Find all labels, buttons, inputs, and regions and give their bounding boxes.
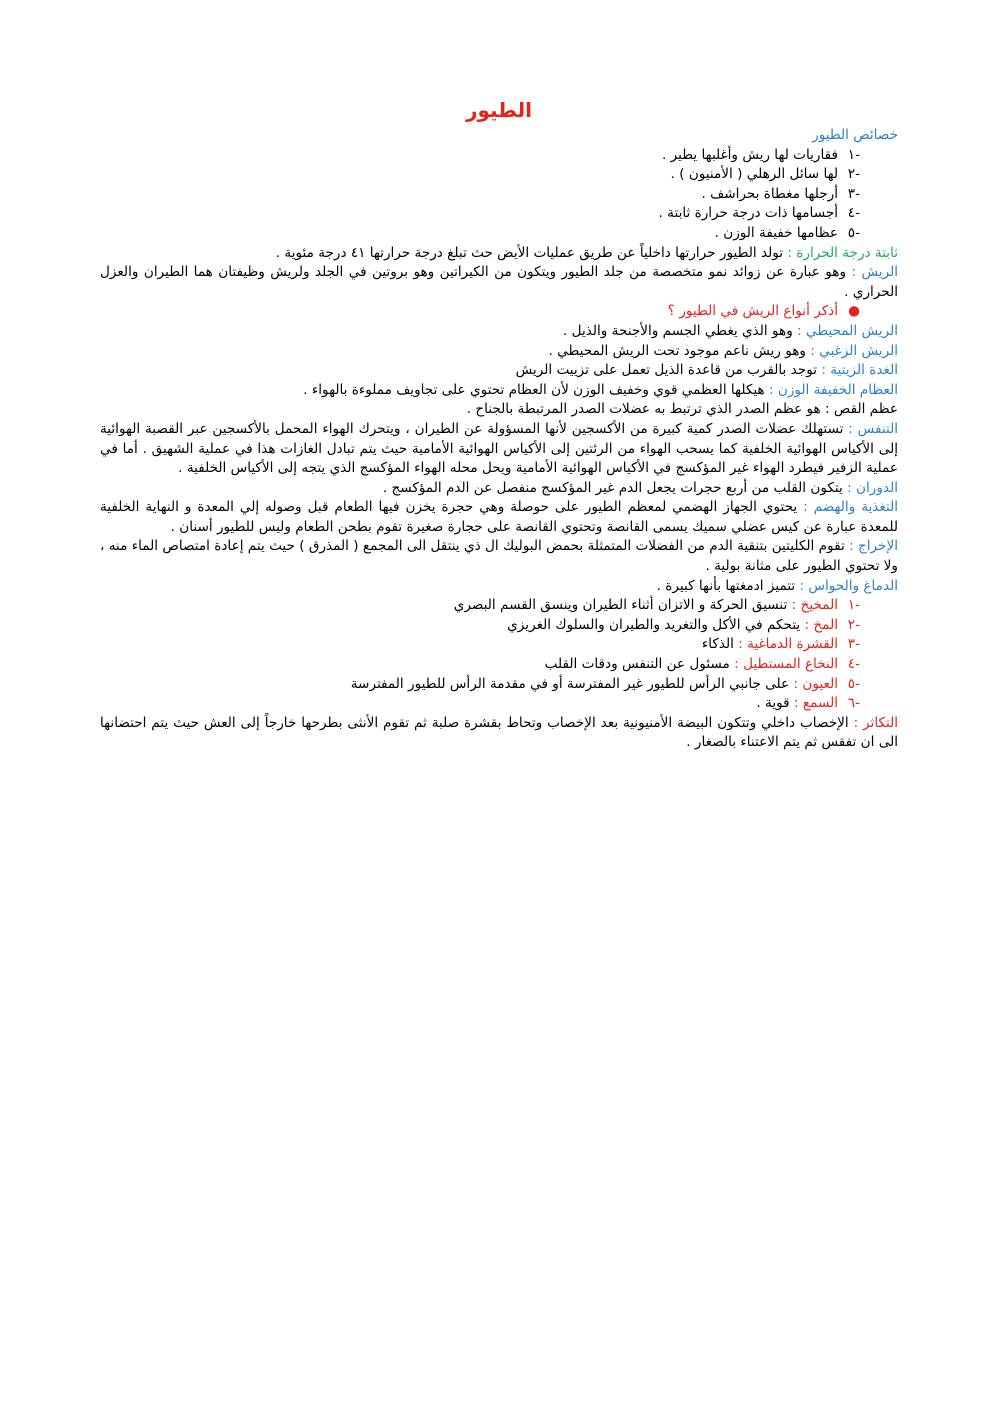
breathing-paragraph: التنفس : تستهلك عضلات الصدر كمية كبيرة من الأكسجين لأنها المسؤولة عن الطيران ، ويتحرك الهواء المحمل بالأكسجين عبر القصبة الهوائية إلى الأكياس الهوائية الخلفية كما يسحب الهواء من الرئتين إلى الأكياس الهوائية الأمامية حيث يتم تبادل الغازات هذا في عملية الشهيق . أما في عملية الزفير فيطرد الهواء غير المؤكسج في الأكياس الهوائية الأمامية ويحل محله الهواء المؤكسج الذي يتجه إلى الأكياس الخلفية . <box>100 420 899 477</box>
feathers-paragraph: الريش : وهو عبارة عن زوائد نمو متخصصة من جلد الطيور ويتكون من الكيراتين وهو بروتين في الجلد ولريش وظيفتان هما الطيران والعزل الحراري . <box>100 264 898 300</box>
list-item: -٣ القشرة الدماغية : الذكاء <box>701 636 860 653</box>
excretion-paragraph: الإخراج : تقوم الكليتين بتنقية الدم من الفضلات المتمثلة بحمض البوليك ال ذي ينتقل الى المجمع ( المذرق ) حيث يتم إعادة امتصاص الماء منه ، ولا تحتوي الطيور على مثانة بولية . <box>100 538 898 575</box>
temperature-paragraph: ثابتة درجة الحرارة : تولد الطيور حرارتها داخلياً عن طريق عمليات الأيض حث تبلغ درجة حرارتها ٤١ درجة مئوية . <box>275 244 898 261</box>
document-page <box>100 96 898 753</box>
contour-paragraph: الريش المحيطي : وهو الذي يغطي الجسم والأجنحة والذيل . <box>563 322 898 339</box>
characteristics-heading: خصائص الطيور <box>812 127 898 143</box>
characteristics-list <box>100 146 898 244</box>
list-item: -٢ المخ : يتحكم في الأكل والتغريد والطيران والسلوك الغريزي <box>507 616 860 633</box>
list-item: -٥ العيون : على جانبي الرأس للطيور غير المفترسة أو في مقدمة الرأس للطيور المفترسة <box>350 675 860 692</box>
bullet-dot-icon: ● <box>848 303 860 320</box>
list-item: -٢ لها سائل الرهلي ( الأمنيون ) . <box>670 166 860 183</box>
list-item: -٦ السمع : قوية . <box>756 695 860 712</box>
list-item: -٥ عظامها خفيفة الوزن . <box>714 224 860 241</box>
list-item: -٣ أرجلها مغطاة بحراشف . <box>701 185 860 202</box>
list-item: -١ فقاريات لها ريش وأغلبها يطير . <box>662 146 860 163</box>
keel-paragraph: عظم القص : هو عظم الصدر الذي ترتبط به عضلات الصدر المرتبطة بالجناح . <box>466 401 898 418</box>
brain-paragraph: الدماغ والحواس : تتميز ادمغتها بأنها كبيرة . <box>656 577 898 594</box>
down-paragraph: الريش الزغبي : وهو ريش ناعم موجود تحت الريش المحيطي . <box>548 342 898 359</box>
list-item: -٤ أجسامها ذات درجة حرارة ثابتة . <box>658 205 860 222</box>
list-item: -٤ النخاع المستطيل : مسئول عن التنفس ودقات القلب <box>544 656 860 673</box>
circulation-paragraph: الدوران : يتكون القلب من أربع حجرات يجعل الدم غير المؤكسج منفصل عن الدم المؤكسج . <box>382 479 898 496</box>
list-item: -١ المخيخ : تنسيق الحركة و الاتزان أثناء الطيران وينسق القسم البصري <box>453 597 860 614</box>
oil-gland-paragraph: الغدة الزيتية : توجد بالقرب من قاعدة الذيل تعمل على تزييت الريش <box>515 362 898 379</box>
brain-list <box>100 596 898 714</box>
page-title: الطيور <box>465 98 533 122</box>
question-bullet: ● أذكر أنواع الريش في الطيور ؟ <box>100 302 898 322</box>
reproduction-paragraph: التكاثر : الإخصاب داخلي وتتكون البيضة الأمنيونية بعد الإخصاب وتحاط بقشرة صلبة ثم تقوم الأنثى بطرحها خارجاً إلى العش حيث يتم احتضانها الى ان تفقس ثم يتم الاعتناء بالصغار . <box>100 714 899 751</box>
digestion-paragraph: التغذية والهضم : يحتوي الجهاز الهضمي لمعظم الطيور على حوصلة وهي حجرة يخزن فيها الطعام قبل وصوله إلي المعدة و النهاية الخلفية للمعدة عبارة عن كيس عضلي سميك يسمى القانصة وتحتوي القانصة على حجارة صغيرة تقوم بطحن الطعام وليس للطيور أسنان . <box>100 499 899 535</box>
bones-paragraph: العظام الخفيفة الوزن : هيكلها العظمي قوي وخفيف الوزن لأن العظام تحتوي على تجاويف مملوءة بالهواء . <box>303 381 898 398</box>
